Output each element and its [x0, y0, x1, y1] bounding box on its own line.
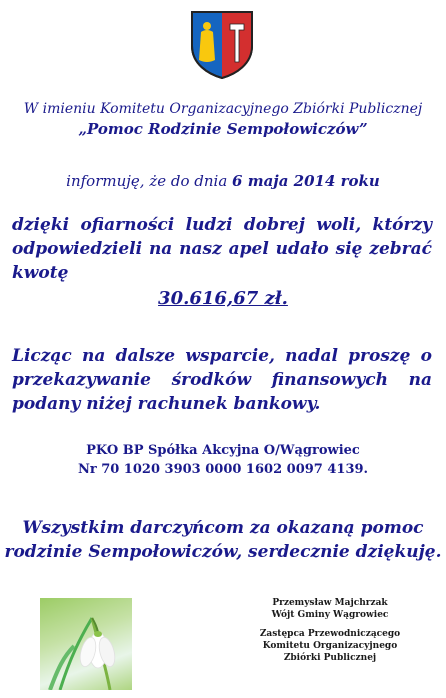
- thanks-line-1: Wszystkim darczyńcom za okazaną pomoc: [22, 518, 424, 538]
- paragraph-collected: dzięki ofiarności ludzi dobrej woli, którzy odpowiedzieli na nasz apel udało się zebrać kwotę: [12, 215, 432, 283]
- snowdrop-illustration: [40, 598, 132, 690]
- intro-line-committee: W imieniu Komitetu Organizacyjnego Zbiórki Publicznej: [23, 101, 423, 117]
- signature-committee: [230, 628, 430, 664]
- thanks-message: [0, 516, 446, 564]
- collected-amount: 30.616,67 zł.: [158, 288, 288, 309]
- bank-name: PKO BP Spółka Akcyjna O/Wągrowiec: [86, 443, 360, 458]
- committee-line-2: Komitetu Organizacyjnego: [262, 641, 398, 651]
- thanks-line-2: rodzinie Sempołowiczów, serdecznie dziękuję.: [4, 542, 442, 562]
- signature-title: Wójt Gminy Wągrowiec: [271, 610, 389, 620]
- snowdrop-flower-image: [40, 598, 132, 690]
- bank-account-info: [0, 441, 446, 479]
- paragraph-request-support: Licząc na dalsze wsparcie, nadal proszę o przekazywanie środków finansowych na podany niżej rachunek bankowy.: [12, 346, 432, 414]
- signature-name: Przemysław Majchrzak: [272, 598, 388, 608]
- intro-date-prefix: informuję, że do dnia: [66, 172, 233, 190]
- signature-wojt: [230, 597, 430, 621]
- intro-date-value: 6 maja 2014 roku: [232, 172, 380, 190]
- committee-line-3: Zbiórki Publicznej: [283, 653, 377, 663]
- intro-line-date: [0, 172, 446, 190]
- bank-account-number: Nr 70 1020 3903 0000 1602 0097 4139.: [77, 462, 369, 477]
- coat-of-arms-icon: [186, 8, 258, 80]
- committee-line-1: Zastępca Przewodniczącego: [259, 629, 401, 639]
- intro-line-campaign-name: „Pomoc Rodzinie Sempołowiczów”: [78, 120, 368, 138]
